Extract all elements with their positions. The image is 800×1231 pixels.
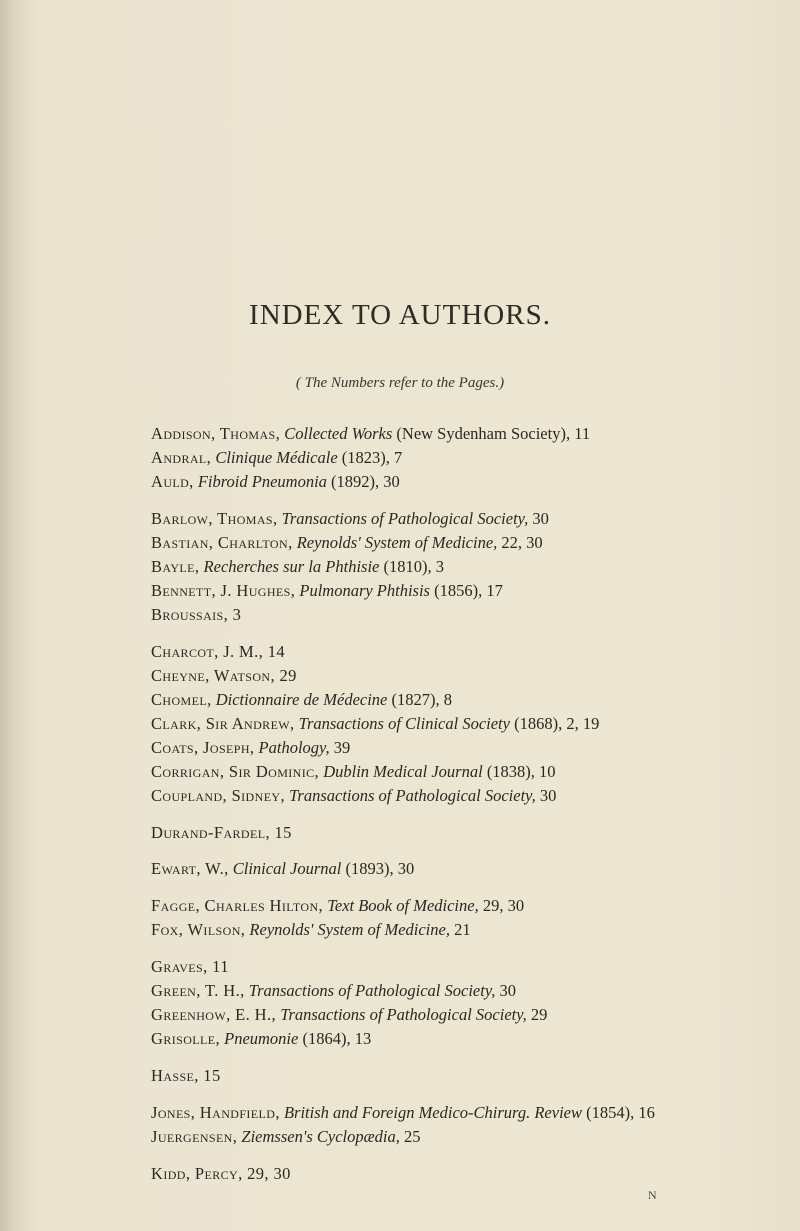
work-title: Clinique Médicale <box>215 448 338 467</box>
work-title: Recherches sur la Phthisie <box>203 557 380 576</box>
author-name: Corrigan, Sir Dominic, <box>151 762 320 781</box>
page-refs: (1864), 13 <box>302 1029 372 1048</box>
page-refs: (1823), 7 <box>341 448 403 467</box>
work-title: Dublin Medical Journal <box>323 762 483 781</box>
work-title: Pneumonie <box>224 1029 299 1048</box>
work-title: Fibroid Pneumonia <box>197 472 327 491</box>
work-title: British and Foreign Medico-Chirurg. Review <box>283 1103 582 1122</box>
index-entry <box>151 896 524 916</box>
index-entry <box>151 859 414 879</box>
index-entry <box>151 690 452 710</box>
page-refs: (1838), 10 <box>486 762 556 781</box>
author-name: Jones, Handfield, <box>151 1103 280 1122</box>
index-entry <box>151 1103 655 1123</box>
index-entry <box>151 1164 291 1184</box>
page-refs: 25 <box>403 1127 421 1146</box>
index-entry <box>151 714 599 734</box>
author-name: Bayle, <box>151 557 200 576</box>
author-name: Kidd, Percy, 29, 30 <box>151 1164 291 1183</box>
author-name: Charcot, J. M., 14 <box>151 642 286 661</box>
work-title: Dictionnaire de Médecine <box>215 690 388 709</box>
index-entry <box>151 1066 221 1086</box>
work-title: Transactions of Pathological Society, <box>280 1005 527 1024</box>
index-entry <box>151 786 556 806</box>
author-name: Addison, Thomas, <box>151 424 281 443</box>
author-name: Coupland, Sidney, <box>151 786 286 805</box>
page-refs: (1893), 30 <box>345 859 415 878</box>
page-refs: 22, 30 <box>501 533 543 552</box>
author-name: Broussais, 3 <box>151 605 242 624</box>
index-entry <box>151 823 292 843</box>
page-refs: (1856), 17 <box>434 581 503 600</box>
work-title: Pulmonary Phthisis <box>299 581 430 600</box>
index-entry <box>151 581 503 601</box>
page-refs: 30 <box>539 786 557 805</box>
index-entry <box>151 472 400 492</box>
page-refs: (1868), 2, 19 <box>514 714 600 733</box>
work-title: Ziemssen's Cyclopædia, <box>241 1127 400 1146</box>
page-refs: 30 <box>499 981 516 1000</box>
page-refs: (1854), 16 <box>586 1103 655 1122</box>
author-name: Grisolle, <box>151 1029 220 1048</box>
index-entry <box>151 666 297 686</box>
author-name: Durand-Fardel, 15 <box>151 823 292 842</box>
work-title: Transactions of Pathological Society, <box>289 786 536 805</box>
index-entry <box>151 981 516 1001</box>
author-name: Andral, <box>151 448 212 467</box>
index-entry <box>151 1029 371 1049</box>
index-entry <box>151 605 241 625</box>
index-entry <box>151 1005 547 1025</box>
author-name: Bastian, Charlton, <box>151 533 293 552</box>
index-entry <box>151 509 549 529</box>
signature-mark: N <box>648 1188 657 1202</box>
author-name: Coats, Joseph, <box>151 738 255 757</box>
page-refs: (1827), 8 <box>391 690 452 709</box>
work-title: Transactions of Pathological Society, <box>281 509 529 528</box>
author-name: Juergensen, <box>151 1127 238 1146</box>
author-name: Bennett, J. Hughes, <box>151 581 296 600</box>
author-name: Greenhow, E. H., <box>151 1005 277 1024</box>
index-entry <box>151 642 285 662</box>
author-name: Clark, Sir Andrew, <box>151 714 295 733</box>
index-entry <box>151 533 543 553</box>
page-refs: (New Sydenham Society), 11 <box>396 424 591 443</box>
author-name: Hasse, 15 <box>151 1066 221 1085</box>
work-title: Text Book of Medicine, <box>327 896 479 915</box>
author-name: Green, T. H., <box>151 981 245 1000</box>
page-refs: 29, 30 <box>482 896 525 915</box>
page-refs: (1810), 3 <box>383 557 444 576</box>
author-name: Auld, <box>151 472 194 491</box>
author-name: Fox, Wilson, <box>151 920 246 939</box>
work-title: Collected Works <box>284 424 393 443</box>
author-name: Ewart, W., <box>151 859 229 878</box>
index-entry <box>151 448 402 468</box>
page-refs: (1892), 30 <box>331 472 400 491</box>
author-name: Barlow, Thomas, <box>151 509 278 528</box>
work-title: Clinical Journal <box>232 859 342 878</box>
author-name: Graves, 11 <box>151 957 229 976</box>
work-title: Transactions of Clinical Society <box>298 714 510 733</box>
work-title: Reynolds' System of Medicine, <box>296 533 498 552</box>
index-entry <box>151 738 350 758</box>
index-entry <box>151 920 471 940</box>
author-name: Fagge, Charles Hilton, <box>151 896 324 915</box>
index-entry <box>151 957 229 977</box>
page-title: INDEX TO AUTHORS. <box>249 299 551 331</box>
page-refs: 39 <box>333 738 351 757</box>
page-refs: 30 <box>532 509 549 528</box>
index-entry <box>151 424 590 444</box>
index-entry <box>151 557 444 577</box>
page-refs: 21 <box>454 920 471 939</box>
author-name: Chomel, <box>151 690 212 709</box>
index-entry <box>151 762 556 782</box>
index-entry <box>151 1127 420 1147</box>
page-subtitle: ( The Numbers refer to the Pages.) <box>295 375 505 391</box>
page-refs: 29 <box>530 1005 548 1024</box>
work-title: Transactions of Pathological Society, <box>248 981 496 1000</box>
author-name: Cheyne, Watson, 29 <box>151 666 297 685</box>
work-title: Reynolds' System of Medicine, <box>249 920 450 939</box>
work-title: Pathology, <box>258 738 330 757</box>
